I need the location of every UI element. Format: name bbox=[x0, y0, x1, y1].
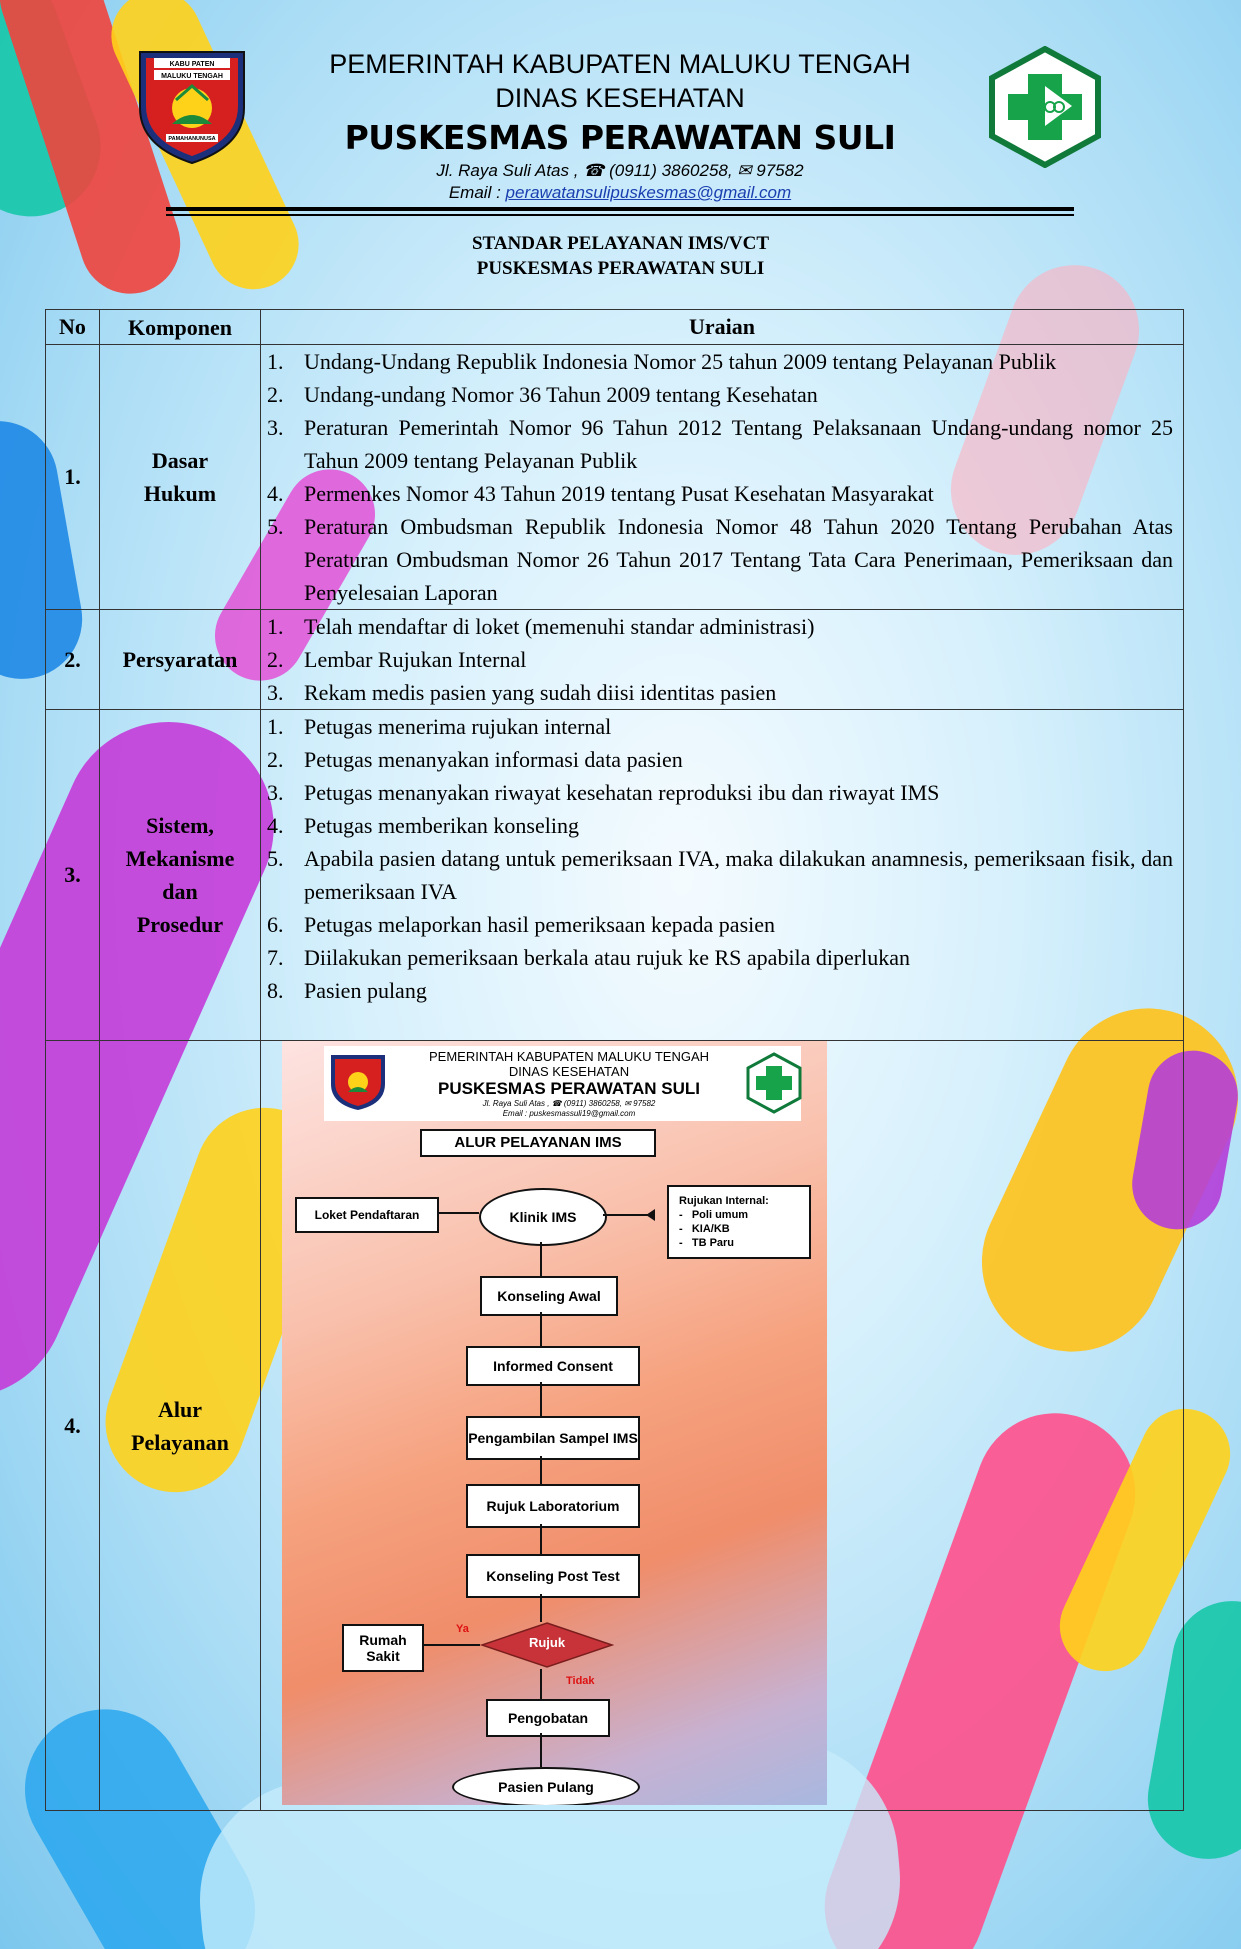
email-label: Email : bbox=[448, 183, 506, 202]
row-number: 3. bbox=[46, 710, 100, 1041]
flowchart-header-line2: DINAS KESEHATAN bbox=[508, 1064, 630, 1079]
flowchart-header bbox=[324, 1046, 801, 1121]
list-item: 4. Petugas memberikan konseling bbox=[267, 813, 579, 838]
flowchart-header-line1: PEMERINTAH KABUPATEN MALUKU TENGAH bbox=[428, 1049, 710, 1064]
row-number: 2. bbox=[46, 610, 100, 710]
flow-pengobatan: Pengobatan bbox=[486, 1699, 610, 1737]
header-komponen: Komponen bbox=[100, 310, 261, 345]
row-flowchart-cell bbox=[261, 1041, 1184, 1811]
row-number: 1. bbox=[46, 345, 100, 610]
row-description bbox=[261, 710, 1184, 1041]
list-item: 2. Lembar Rujukan Internal bbox=[267, 647, 527, 672]
email-link[interactable]: perawatansulipuskesmas@gmail.com bbox=[505, 183, 792, 202]
header-uraian: Uraian bbox=[261, 310, 1184, 345]
header-divider bbox=[166, 207, 1074, 211]
list-item: 2. Undang-undang Nomor 36 Tahun 2009 tentang Kesehatan bbox=[267, 382, 818, 407]
flow-rujukan-internal: Rujukan Internal: - Poli umum - KIA/KB - TB Paru bbox=[667, 1185, 811, 1259]
service-standard-table bbox=[45, 309, 1184, 1811]
table-row-persyaratan bbox=[46, 610, 1184, 710]
list-item: 5. Peraturan Ombudsman Republik Indonesia Nomor 48 Tahun 2020 Tentang Perubahan Atas Peraturan Ombudsman Nomor 26 Tahun 2017 Tentang Tata Cara Penerimaan, Pemeriksaan dan Penyelesaian Laporan bbox=[267, 514, 1173, 605]
row-number: 4. bbox=[46, 1041, 100, 1811]
list-item: 4. Permenkes Nomor 43 Tahun 2019 tentang Pusat Kesehatan Masyarakat bbox=[267, 481, 934, 506]
header-no: No bbox=[46, 310, 100, 345]
flowchart-header-line3: PUSKESMAS PERAWATAN SULI bbox=[438, 1079, 700, 1098]
header-department: DINAS KESEHATAN bbox=[495, 83, 745, 113]
header-email-line bbox=[270, 182, 970, 204]
header-address: Jl. Raya Suli Atas , ☎ (0911) 3860258, ✉ 97582 bbox=[436, 161, 804, 180]
table-row-alur bbox=[46, 1041, 1184, 1811]
header-divider-thin bbox=[166, 214, 1074, 216]
svg-text:KABU PATEN: KABU PATEN bbox=[169, 61, 215, 68]
flow-pengambilan-sampel: Pengambilan Sampel IMS bbox=[466, 1416, 640, 1460]
row-description bbox=[261, 345, 1184, 610]
flow-pasien-pulang: Pasien Pulang bbox=[452, 1767, 640, 1805]
list-item: 5. Apabila pasien datang untuk pemeriksaan IVA, maka dilakukan anamnesis, pemeriksaan fisik, dan pemeriksaan IVA bbox=[267, 846, 1173, 904]
row-component: Dasar Hukum bbox=[100, 345, 261, 610]
list-item: 2. Petugas menanyakan informasi data pasien bbox=[267, 747, 683, 772]
flow-informed-consent: Informed Consent bbox=[466, 1346, 640, 1386]
puskesmas-logo bbox=[988, 46, 1102, 168]
svg-text:PAMAHANUNUSA: PAMAHANUNUSA bbox=[168, 136, 216, 142]
header-government: PEMERINTAH KABUPATEN MALUKU TENGAH bbox=[329, 49, 911, 79]
flowchart-title: ALUR PELAYANAN IMS bbox=[420, 1129, 656, 1157]
list-item: 1. Undang-Undang Republik Indonesia Nomor 25 tahun 2009 tentang Pelayanan Publik bbox=[267, 349, 1057, 374]
puskesmas-logo-small bbox=[746, 1052, 802, 1114]
table-row-prosedur bbox=[46, 710, 1184, 1041]
row-component: Persyaratan bbox=[100, 610, 261, 710]
flowchart-image bbox=[282, 1041, 827, 1805]
flow-klinik-ims: Klinik IMS bbox=[479, 1188, 607, 1246]
flow-loket-pendaftaran: Loket Pendaftaran bbox=[295, 1197, 439, 1233]
list-item: 7. Diilakukan pemeriksaan berkala atau rujuk ke RS apabila diperlukan bbox=[267, 945, 911, 970]
flow-konseling-awal: Konseling Awal bbox=[480, 1276, 618, 1316]
flow-konseling-post-test: Konseling Post Test bbox=[466, 1554, 640, 1598]
list-item: 1. Telah mendaftar di loket (memenuhi standar administrasi) bbox=[267, 614, 815, 639]
header-institution: PUSKESMAS PERAWATAN SULI bbox=[344, 118, 896, 157]
flow-tidak-label: Tidak bbox=[566, 1675, 595, 1687]
row-component: Sistem, Mekanisme dan Prosedur bbox=[100, 710, 261, 1041]
flow-ya-label: Ya bbox=[456, 1623, 469, 1635]
list-item: 1. Petugas menerima rujukan internal bbox=[267, 714, 612, 739]
flow-rujuk-laboratorium: Rujuk Laboratorium bbox=[466, 1484, 640, 1528]
table-row-dasar-hukum bbox=[46, 345, 1184, 610]
kabupaten-logo-small bbox=[328, 1052, 388, 1112]
list-item: 6. Petugas melaporkan hasil pemeriksaan kepada pasien bbox=[267, 912, 776, 937]
list-item: 3. Rekam medis pasien yang sudah diisi identitas pasien bbox=[267, 680, 777, 705]
flow-rujuk-label: Rujuk bbox=[528, 1635, 566, 1650]
flowchart-header-email: Email : puskesmassuli19@gmail.com bbox=[502, 1109, 636, 1118]
svg-text:MALUKU TENGAH: MALUKU TENGAH bbox=[161, 73, 223, 80]
row-component: Alur Pelayanan bbox=[100, 1041, 261, 1811]
list-item: 3. Petugas menanyakan riwayat kesehatan reproduksi ibu dan riwayat IMS bbox=[267, 780, 940, 805]
list-item: 3. Peraturan Pemerintah Nomor 96 Tahun 2012 Tentang Pelaksanaan Undang-undang nomor 25 Tahun 2009 tentang Pelayanan Publik bbox=[267, 415, 1173, 473]
kabupaten-logo bbox=[136, 46, 248, 166]
list-item: 8. Pasien pulang bbox=[267, 978, 427, 1003]
table-header-row bbox=[46, 310, 1184, 345]
flow-rumah-sakit: Rumah Sakit bbox=[342, 1624, 424, 1672]
row-description bbox=[261, 610, 1184, 710]
document-title: STANDAR PELAYANAN IMS/VCT bbox=[471, 233, 769, 254]
document-subtitle: PUSKESMAS PERAWATAN SULI bbox=[476, 258, 765, 279]
flowchart-header-address: Jl. Raya Suli Atas , ☎ (0911) 3860258, ✉ 97582 bbox=[482, 1099, 656, 1108]
